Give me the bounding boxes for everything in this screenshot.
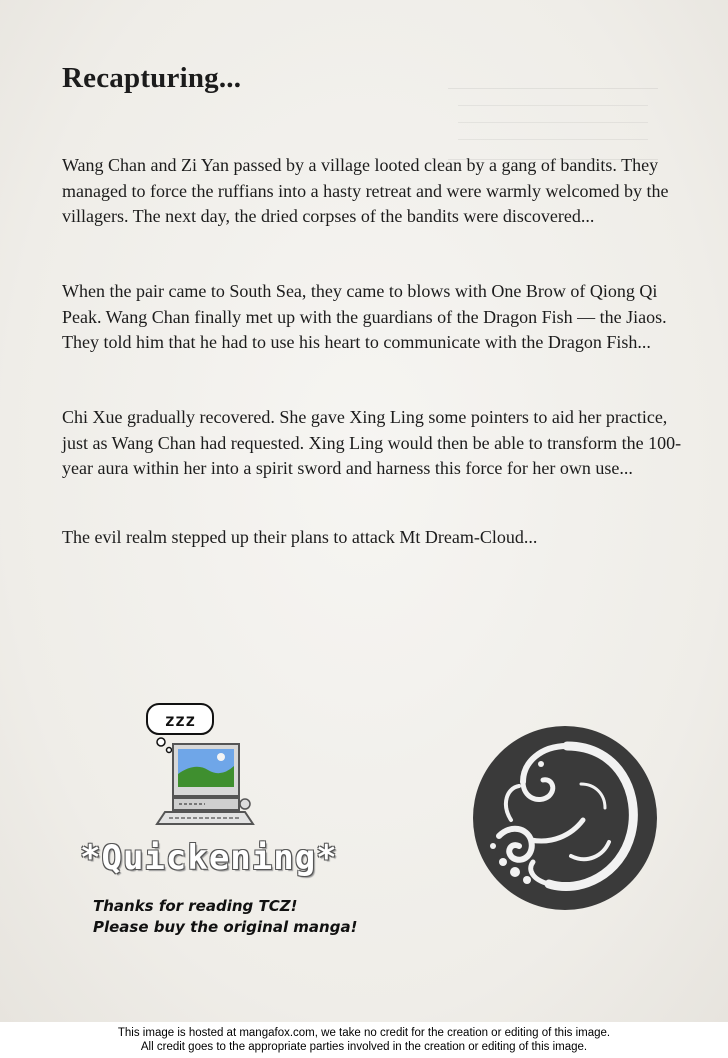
credits-line: Thanks for reading TCZ! <box>93 897 298 915</box>
quickening-logo: *Quickening* <box>80 838 338 878</box>
disclaimer-line: All credit goes to the appropriate parties involved in the creation or editing of this image. <box>140 1041 588 1053</box>
page-title: Recapturing... <box>62 62 242 94</box>
summary-paragraph: The evil realm stepped up their plans to attack Mt Dream-Cloud... <box>62 527 538 547</box>
summary-paragraph: When the pair came to South Sea, they came to blows with One Brow of Qiong Qi Peak. Wang Chan finally met up with the guardians of the Dragon Fish — the Jiaos. They told him that he had to use his heart to communicate with the Dragon Fish... <box>62 281 667 352</box>
zzz-bubble-text: zzz <box>164 711 196 731</box>
summary-paragraph: Chi Xue gradually recovered. She gave Xing Ling some pointers to aid her practice, just as Wang Chan had requested. Xing Ling would then be able to transform the 100-year aura within her into a spirit sword and harness this force for her own use... <box>62 407 682 478</box>
credits-block <box>93 896 357 938</box>
sleeping-computer-icon <box>145 700 255 830</box>
swirl-emblem-icon <box>471 724 659 912</box>
hosting-disclaimer <box>0 1022 728 1058</box>
faded-background-text <box>448 88 658 160</box>
summary-paragraph: Wang Chan and Zi Yan passed by a village looted clean by a gang of bandits. They managed to force the ruffians into a hasty retreat and were warmly welcomed by the villagers. The next day, the dried corpses of the bandits were discovered... <box>62 155 669 226</box>
disclaimer-line: This image is hosted at mangafox.com, we take no credit for the creation or editing of this image. <box>117 1027 611 1039</box>
credits-line: Please buy the original manga! <box>93 918 358 936</box>
